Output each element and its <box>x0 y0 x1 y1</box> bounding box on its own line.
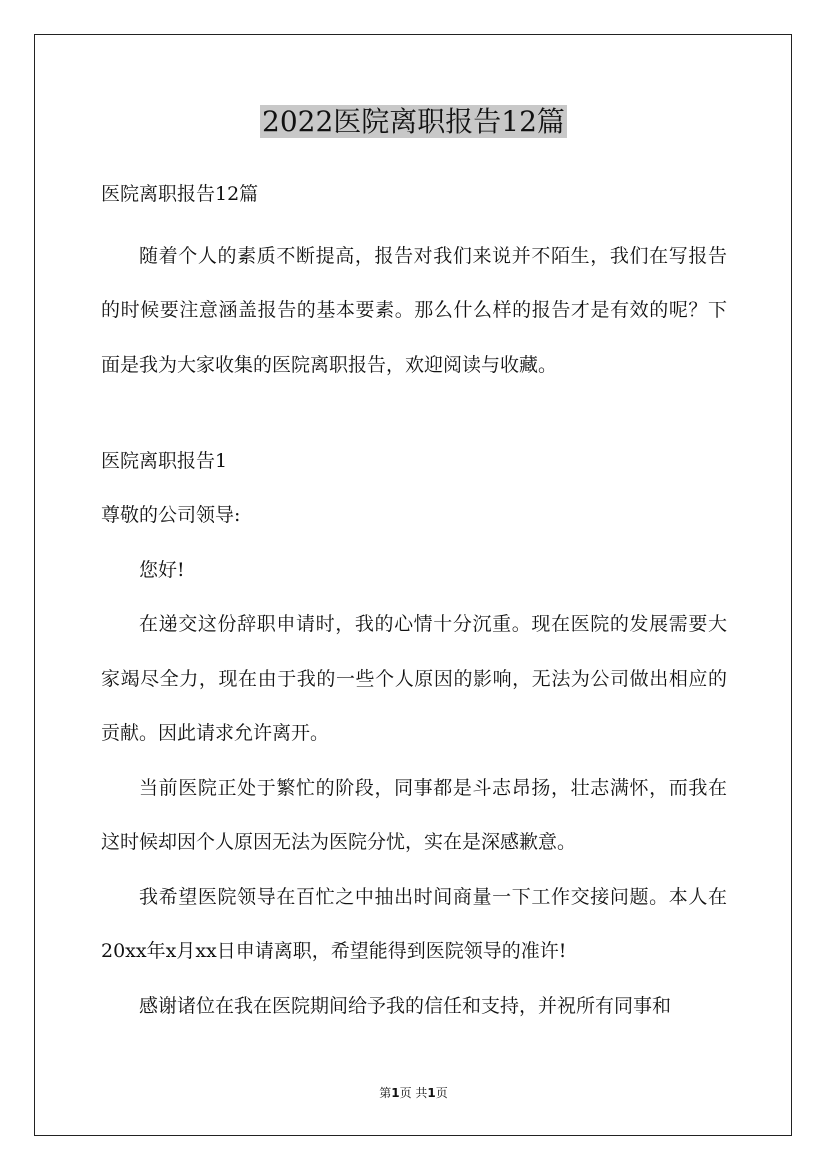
document-body <box>101 174 727 1033</box>
page-total: 1 <box>427 1086 436 1100</box>
salutation: 尊敬的公司领导: <box>101 504 241 526</box>
body-paragraph-1: 在递交这份辞职申请时，我的心情十分沉重。现在医院的发展需要大家竭尽全力，现在由于我的一些个人原因的影响，无法为公司做出相应的贡献。因此请求允许离开。 <box>101 613 727 744</box>
document-title <box>0 103 827 141</box>
document-title-text: 2022医院离职报告12篇 <box>262 105 565 138</box>
page-mid: 页 共 <box>399 1086 428 1100</box>
blank-line <box>101 392 727 447</box>
body-paragraph-3: 我希望医院领导在百忙之中抽出时间商量一下工作交接问题。本人在20xx年x月xx日申请离职，希望能得到医院领导的准许! <box>101 885 727 962</box>
section-heading: 医院离职报告1 <box>101 449 228 472</box>
page-footer <box>0 1084 827 1101</box>
page-suffix: 页 <box>435 1086 448 1100</box>
page-number: 1 <box>391 1086 400 1100</box>
body-paragraph-4: 感谢诸位在我在医院期间给予我的信任和支持，并祝所有同事和 <box>139 994 672 1017</box>
body-paragraph-2: 当前医院正处于繁忙的阶段，同事都是斗志昂扬，壮志满怀，而我在这时候却因个人原因无法为医院分忧，实在是深感歉意。 <box>101 776 727 853</box>
document-subtitle: 医院离职报告12篇 <box>101 183 259 205</box>
intro-paragraph: 随着个人的素质不断提高，报告对我们来说并不陌生，我们在写报告的时候要注意涵盖报告的基本要素。那么什么样的报告才是有效的呢？下面是我为大家收集的医院离职报告，欢迎阅读与收藏。 <box>101 244 727 376</box>
page-prefix: 第 <box>379 1086 392 1100</box>
greeting: 您好! <box>139 558 185 581</box>
